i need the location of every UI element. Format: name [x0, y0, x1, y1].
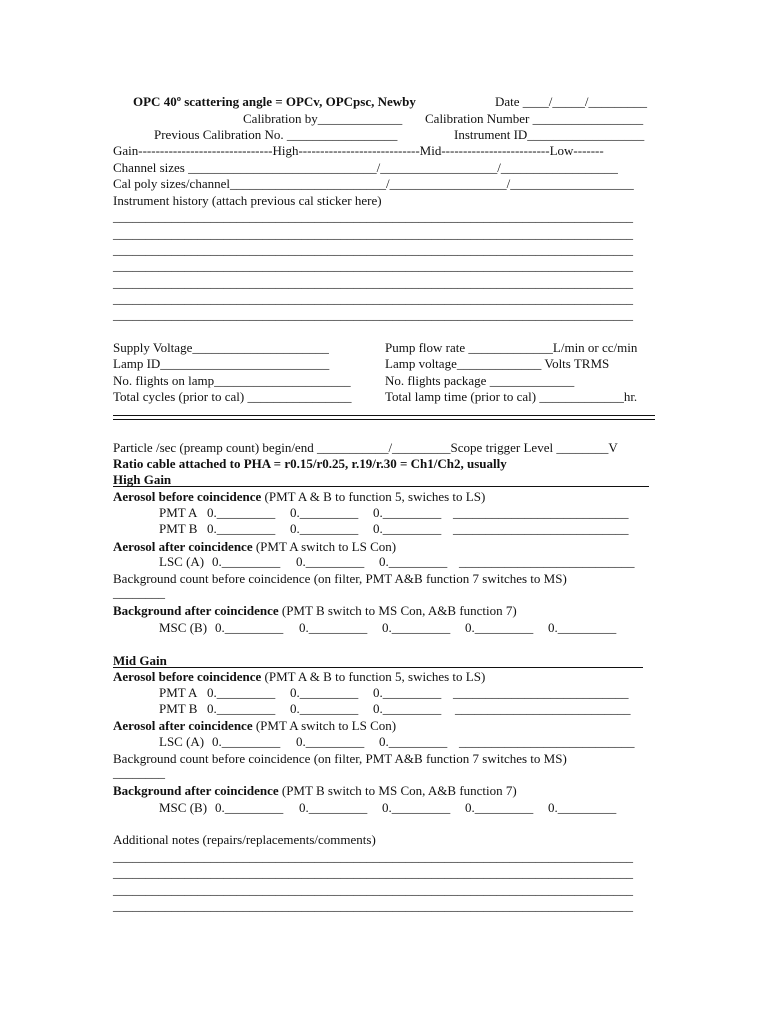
fill: _________ [221, 734, 281, 749]
notes-line[interactable]: ________________________________________________________________________________ [113, 865, 633, 880]
fill: _________ [299, 685, 359, 700]
fill: _________ [216, 685, 276, 700]
zero: 0. [296, 554, 306, 569]
msc-value-5[interactable] [548, 620, 616, 636]
background-before-label: Background count before coincidence (on filter, PMT A&B function 7 switches to MS) [113, 751, 567, 766]
background-after-label [113, 783, 517, 799]
aerosol-after-label [113, 718, 396, 734]
msc-value-3[interactable] [382, 620, 450, 636]
msc-value-2[interactable] [299, 620, 367, 636]
pmt-b-value-2[interactable] [290, 701, 358, 717]
label-bold: Aerosol before coincidence [113, 669, 262, 684]
lsc-value-3[interactable] [379, 554, 447, 570]
fill: _________ [299, 701, 359, 716]
fill: _________ [221, 554, 281, 569]
heading-underline [113, 667, 643, 668]
pmt-a-value-4[interactable]: ___________________________ [453, 505, 629, 520]
zero: 0. [548, 620, 558, 635]
pmt-b-value-4[interactable]: ___________________________ [455, 701, 631, 716]
history-line[interactable]: ________________________________________________________________________________ [113, 226, 633, 241]
pmt-a-value-2[interactable] [290, 505, 358, 521]
fill: _________ [299, 505, 359, 520]
background-before-field[interactable]: ________ [113, 765, 165, 780]
msc-value-1[interactable] [215, 800, 283, 816]
history-line[interactable]: ________________________________________________________________________________ [113, 275, 633, 290]
fill: _________ [382, 685, 442, 700]
flights-on-lamp-field[interactable]: No. flights on lamp_____________________ [113, 373, 351, 388]
background-before-label: Background count before coincidence (on filter, PMT A&B function 7 switches to MS) [113, 571, 567, 586]
label-bold: Aerosol before coincidence [113, 489, 262, 504]
pmt-b-value-4[interactable]: ___________________________ [453, 521, 629, 536]
zero: 0. [212, 554, 222, 569]
fill: _________ [557, 620, 617, 635]
fill: _________ [388, 554, 448, 569]
zero: 0. [465, 800, 475, 815]
pmt-b-value-3[interactable] [373, 701, 441, 717]
notes-line[interactable]: ________________________________________________________________________________ [113, 849, 633, 864]
aerosol-before-label [113, 489, 485, 505]
channel-sizes-field[interactable]: Channel sizes _____________________________/__________________/__________________ [113, 160, 618, 175]
zero: 0. [290, 685, 300, 700]
zero: 0. [382, 620, 392, 635]
notes-line[interactable]: ________________________________________________________________________________ [113, 882, 633, 897]
total-lamp-time-field[interactable]: Total lamp time (prior to cal) _____________hr. [385, 389, 638, 404]
total-cycles-field[interactable]: Total cycles (prior to cal) ________________ [113, 389, 352, 404]
zero: 0. [290, 505, 300, 520]
flights-package-field[interactable]: No. flights package _____________ [385, 373, 575, 388]
pmt-b-value-1[interactable] [207, 701, 275, 717]
label-bold: Background after coincidence [113, 603, 279, 618]
label-detail: (PMT A switch to LS Con) [252, 539, 397, 554]
form-title: OPC 40º scattering angle = OPCv, OPCpsc, Newby [133, 94, 416, 109]
label-bold: Background after coincidence [113, 783, 279, 798]
pmt-a-label: PMT A [159, 505, 198, 520]
pmt-a-value-3[interactable] [373, 685, 441, 701]
label-detail: (PMT A switch to LS Con) [252, 718, 397, 733]
notes-line[interactable]: ________________________________________________________________________________ [113, 898, 633, 913]
zero: 0. [207, 685, 217, 700]
fill: _________ [305, 734, 365, 749]
msc-value-1[interactable] [215, 620, 283, 636]
fill: _________ [224, 800, 284, 815]
label-detail: (PMT A & B to function 5, swiches to LS) [261, 669, 486, 684]
zero: 0. [296, 734, 306, 749]
lamp-id-field[interactable]: Lamp ID__________________________ [113, 356, 330, 371]
fill: _________ [216, 701, 276, 716]
heading-underline [113, 486, 649, 487]
lsc-value-1[interactable] [212, 554, 280, 570]
zero: 0. [373, 701, 383, 716]
cal-poly-field[interactable]: Cal poly sizes/channel________________________/__________________/___________________ [113, 176, 634, 191]
fill: _________ [382, 701, 442, 716]
history-label: Instrument history (attach previous cal sticker here) [113, 193, 382, 208]
instrument-id-field[interactable]: Instrument ID__________________ [454, 127, 645, 142]
background-after-label [113, 603, 517, 619]
fill: _________ [299, 521, 359, 536]
fill: _________ [308, 620, 368, 635]
pmt-a-value-1[interactable] [207, 505, 275, 521]
zero: 0. [373, 505, 383, 520]
pmt-a-value-2[interactable] [290, 685, 358, 701]
fill: _________ [224, 620, 284, 635]
lsc-label: LSC (A) [159, 554, 205, 569]
pmt-a-label: PMT A [159, 685, 198, 700]
zero: 0. [379, 554, 389, 569]
lsc-label: LSC (A) [159, 734, 205, 749]
zero: 0. [290, 521, 300, 536]
previous-calibration-field[interactable]: Previous Calibration No. _________________ [154, 127, 398, 142]
fill: _________ [474, 800, 534, 815]
label-bold: Aerosol after coincidence [113, 539, 253, 554]
history-line[interactable]: ________________________________________________________________________________ [113, 242, 633, 257]
label-bold: Aerosol after coincidence [113, 718, 253, 733]
lsc-value-1[interactable] [212, 734, 280, 750]
zero: 0. [382, 800, 392, 815]
pmt-b-value-2[interactable] [290, 521, 358, 537]
lsc-value-4[interactable]: ___________________________ [459, 734, 635, 749]
supply-voltage-field[interactable]: Supply Voltage_____________________ [113, 340, 329, 355]
zero: 0. [465, 620, 475, 635]
history-line[interactable]: ________________________________________________________________________________ [113, 291, 633, 306]
zero: 0. [207, 521, 217, 536]
divider-line [113, 419, 655, 420]
pmt-b-value-1[interactable] [207, 521, 275, 537]
pmt-a-value-4[interactable]: ___________________________ [453, 685, 629, 700]
gain-line: Gain-------------------------------High----------------------------Mid-------------------------Low------- [113, 143, 604, 158]
msc-value-2[interactable] [299, 800, 367, 816]
label-detail: (PMT B switch to MS Con, A&B function 7) [278, 783, 517, 798]
background-before-field[interactable]: ________ [113, 585, 165, 600]
pump-flow-field[interactable]: Pump flow rate _____________L/min or cc/min [385, 340, 638, 355]
fill: _________ [308, 800, 368, 815]
lamp-voltage-field[interactable]: Lamp voltage_____________ Volts TRMS [385, 356, 610, 371]
lsc-value-3[interactable] [379, 734, 447, 750]
zero: 0. [212, 734, 222, 749]
label-detail: (PMT A & B to function 5, swiches to LS) [261, 489, 486, 504]
fill: _________ [305, 554, 365, 569]
zero: 0. [215, 800, 225, 815]
fill: _________ [216, 505, 276, 520]
zero: 0. [373, 521, 383, 536]
calibration-by-field[interactable]: Calibration by_____________ [243, 111, 403, 126]
lsc-value-4[interactable]: ___________________________ [459, 554, 635, 569]
date-field[interactable]: Date ____/_____/_________ [495, 94, 648, 109]
msc-value-5[interactable] [548, 800, 616, 816]
msc-label: MSC (B) [159, 620, 208, 635]
lsc-value-2[interactable] [296, 734, 364, 750]
history-line[interactable]: ________________________________________________________________________________ [113, 209, 633, 224]
calibration-number-field[interactable]: Calibration Number _________________ [425, 111, 644, 126]
pmt-a-value-1[interactable] [207, 685, 275, 701]
notes-label: Additional notes (repairs/replacements/comments) [113, 832, 376, 847]
fill: _________ [388, 734, 448, 749]
zero: 0. [548, 800, 558, 815]
msc-value-4[interactable] [465, 800, 533, 816]
aerosol-after-label [113, 539, 396, 555]
msc-label: MSC (B) [159, 800, 208, 815]
history-line[interactable]: ________________________________________________________________________________ [113, 258, 633, 273]
mid-gain-heading: Mid Gain [113, 653, 167, 668]
pmt-b-label: PMT B [159, 701, 198, 716]
lsc-value-2[interactable] [296, 554, 364, 570]
ratio-line: Ratio cable attached to PHA = r0.15/r0.25, r.19/r.30 = Ch1/Ch2, usually [113, 456, 507, 471]
fill: _________ [474, 620, 534, 635]
divider-line [113, 415, 655, 416]
zero: 0. [215, 620, 225, 635]
zero: 0. [373, 685, 383, 700]
zero: 0. [290, 701, 300, 716]
msc-value-4[interactable] [465, 620, 533, 636]
fill: _________ [216, 521, 276, 536]
fill: _________ [391, 620, 451, 635]
pmt-b-value-3[interactable] [373, 521, 441, 537]
fill: _________ [391, 800, 451, 815]
fill: _________ [382, 505, 442, 520]
pmt-b-label: PMT B [159, 521, 198, 536]
fill: _________ [557, 800, 617, 815]
zero: 0. [379, 734, 389, 749]
aerosol-before-label [113, 669, 485, 685]
history-line[interactable]: ________________________________________________________________________________ [113, 307, 633, 322]
zero: 0. [207, 701, 217, 716]
fill: _________ [382, 521, 442, 536]
label-detail: (PMT B switch to MS Con, A&B function 7) [278, 603, 517, 618]
msc-value-3[interactable] [382, 800, 450, 816]
zero: 0. [207, 505, 217, 520]
particle-line[interactable]: Particle /sec (preamp count) begin/end ___________/_________Scope trigger Level ________V [113, 440, 618, 455]
high-gain-heading: High Gain [113, 472, 172, 487]
pmt-a-value-3[interactable] [373, 505, 441, 521]
zero: 0. [299, 620, 309, 635]
zero: 0. [299, 800, 309, 815]
